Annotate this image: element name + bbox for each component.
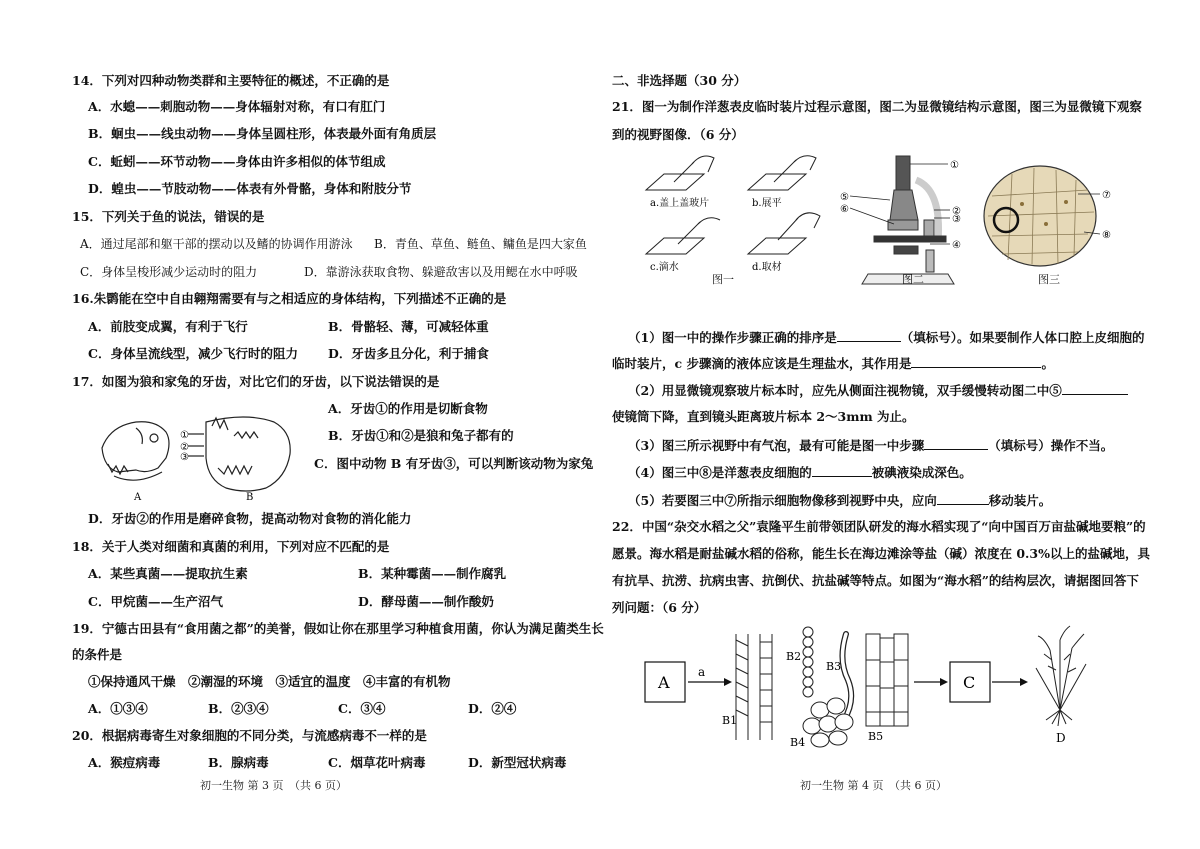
step-b-drawing: [748, 156, 816, 190]
q20-stem: 20．根据病毒寄生对象细胞的不同分类，与流感病毒不一样的是: [72, 728, 427, 743]
q16-option-c: C．身体呈流线型，减少飞行时的阻力: [88, 346, 298, 361]
q17-label-2: ②: [180, 442, 189, 453]
q20-option-c: C．烟草花叶病毒: [328, 755, 426, 770]
q17-teeth-figure: [96, 408, 312, 504]
scope-label-3: ③: [952, 214, 961, 225]
step-d-label: d.取材: [752, 262, 782, 273]
label-b4: B4: [790, 736, 806, 749]
q17-option-d: D．牙齿②的作用是磨碎食物，提高动物对食物的消化能力: [88, 511, 412, 526]
q14-option-a: A．水螅——刺胞动物——身体辐射对称，有口有肛门: [88, 99, 386, 114]
q22-structure-diagram: [640, 620, 1160, 750]
q15-option-a: A．通过尾部和躯干部的摆动以及鳍的协调作用游泳: [80, 237, 353, 251]
q16-stem: 16.朱鹮能在空中自由翱翔需要有与之相适应的身体结构，下列描述不正确的是: [72, 291, 507, 306]
q16-option-d: D．牙齿多且分化，利于捕食: [328, 346, 489, 361]
figure-one-caption: 图一: [712, 273, 734, 286]
right-page: [600, 0, 1200, 849]
q21-sub1-line2: 临时装片，c 步骤滴的液体应该是生理盐水，其作用是 。: [612, 356, 1054, 371]
left-page-footer: 初一生物 第 3 页 （共 6 页）: [200, 779, 347, 792]
q19-conditions: ①保持通风干燥 ②潮湿的环境 ③适宜的温度 ④丰富的有机物: [88, 674, 451, 689]
label-b3: B3: [826, 660, 842, 673]
q22-line3: 有抗旱、抗涝、抗病虫害、抗倒伏、抗盐碱等特点。如图为“海水稻”的结构层次，请据图回答下: [612, 573, 1139, 588]
q17-option-b: B．牙齿①和②是狼和兔子都有的: [328, 428, 514, 443]
q17-label-1: ①: [180, 430, 189, 441]
q21-figure-one: [638, 148, 834, 290]
view-label-7: ⑦: [1102, 190, 1111, 201]
q21-sub2-line2: 使镜筒下降，直到镜头距离玻片标本 2～3mm 为止。: [612, 409, 915, 424]
scope-label-4: ④: [952, 240, 961, 251]
label-b5: B5: [868, 730, 884, 743]
right-page-footer: 初一生物 第 4 页 （共 6 页）: [800, 779, 947, 792]
q17-option-c: C．图中动物 B 有牙齿③，可以判断该动物为家兔: [314, 456, 594, 471]
q14-option-b: B．蛔虫——线虫动物——身体呈圆柱形，体表最外面有角质层: [88, 126, 437, 141]
q22-line2: 愿景。海水稻是耐盐碱水稻的俗称，能生长在海边滩涂等盐（碱）浓度在 0.3%以上的盐碱地，具: [612, 546, 1150, 561]
q21-figure-three-view: [978, 160, 1118, 272]
rabbit-skull-drawing: [188, 417, 290, 491]
label-d: D: [1056, 731, 1066, 745]
q21-sub4: （4）图三中⑧是洋葱表皮细胞的 被碘液染成深色。: [628, 465, 972, 480]
q21-figure-two-microscope: [838, 150, 974, 290]
q19-stem-line1: 19．宁德古田县有“食用菌之都”的美誉，假如让你在那里学习种植食用菌，你认为满足菌类生长: [72, 621, 604, 636]
q22-line4: 列问题：（6 分）: [612, 600, 707, 615]
q18-option-c: C．甲烷菌——生产沼气: [88, 594, 223, 609]
figure-two-caption: 图二: [902, 273, 924, 286]
q16-option-b: B．骨骼轻、薄，可减轻体重: [328, 319, 489, 334]
q19-option-b: B．②③④: [208, 701, 269, 716]
q14-option-d: D．蝗虫——节肢动物——体表有外骨骼，身体和附肢分节: [88, 181, 412, 196]
eyepiece-drawing: [896, 156, 910, 190]
q14-option-c: C．蚯蚓——环节动物——身体由许多相似的体节组成: [88, 154, 386, 169]
q15-option-b: B．青鱼、草鱼、鲢鱼、鳙鱼是四大家鱼: [374, 237, 587, 251]
q20-option-d: D．新型冠状病毒: [468, 755, 567, 770]
tissue-b4-drawing: [803, 698, 853, 747]
step-c-label: c.滴水: [650, 262, 679, 273]
q19-option-a: A．①③④: [88, 701, 148, 716]
q21-sub5: （5）若要图三中⑦所指示细胞物像移到视野中央，应向 移动装片。: [628, 493, 1052, 508]
q15-option-d: D．靠游泳获取食物、躲避敌害以及用鳃在水中呼吸: [304, 265, 578, 279]
label-b1: B1: [722, 714, 738, 727]
q17-label-3: ③: [180, 452, 189, 463]
q21-blank-4: [924, 437, 988, 450]
rice-plant-drawing: [1036, 626, 1086, 726]
stage-drawing: [874, 236, 946, 242]
q17-label-a: A: [134, 492, 142, 503]
q18-stem: 18．关于人类对细菌和真菌的利用，下列对应不匹配的是: [72, 539, 390, 554]
q14-stem: 14．下列对四种动物类群和主要特征的概述，不正确的是: [72, 73, 390, 88]
q18-option-a: A．某些真菌——提取抗生素: [88, 566, 248, 581]
q19-option-d: D．②④: [468, 701, 517, 716]
q21-sub3: （3）图三所示视野中有气泡，最有可能是图一中步骤 （填标号）操作不当。: [628, 438, 1114, 453]
q15-option-c: C．身体呈梭形减少运动时的阻力: [80, 265, 258, 279]
q21-sub1-line1: （1）图一中的操作步骤正确的排序是 （填标号）。如果要制作人体口腔上皮细胞的: [628, 330, 1145, 345]
view-label-8: ⑧: [1102, 230, 1111, 241]
q21-blank-3: [1062, 382, 1128, 395]
step-d-drawing: [748, 213, 820, 254]
q18-option-d: D．酵母菌——制作酸奶: [358, 594, 494, 609]
q19-stem-line2: 的条件是: [72, 647, 123, 662]
q20-option-b: B．腺病毒: [208, 755, 269, 770]
figure-three-caption: 图三: [1038, 273, 1060, 286]
scope-label-6: ⑥: [840, 204, 849, 215]
q21-blank-2: [911, 355, 1041, 368]
box-a-label: A: [658, 673, 670, 692]
tissue-b2-drawing: [803, 627, 813, 697]
tissue-b1-drawing: [736, 634, 772, 740]
q22-line1: 22．中国“杂交水稻之父”袁隆平生前带领团队研发的海水稻实现了“向中国百万亩盐碱地要粮”的: [612, 519, 1146, 534]
tissue-b5-drawing: [866, 634, 908, 726]
scope-label-1: ①: [950, 160, 959, 171]
step-b-label: b.展平: [752, 198, 782, 209]
step-a-label: a.盖上盖玻片: [650, 198, 710, 209]
q17-option-a: A．牙齿①的作用是切断食物: [328, 401, 488, 416]
arrow-a-label: a: [698, 665, 706, 679]
q17-stem: 17．如图为狼和家兔的牙齿，对比它们的牙齿，以下说法错误的是: [72, 374, 440, 389]
box-c-label: C: [963, 673, 976, 692]
wolf-skull-drawing: [102, 422, 169, 480]
q15-stem: 15．下列关于鱼的说法，错误的是: [72, 209, 265, 224]
q21-sub2-line1: （2）用显微镜观察玻片标本时，应先从侧面注视物镜，双手缓慢转动图二中⑤: [628, 382, 1128, 399]
q16-option-a: A．前肢变成翼，有利于飞行: [88, 319, 248, 334]
q18-option-b: B．某种霉菌——制作腐乳: [358, 566, 507, 581]
q21-stem-line2: 到的视野图像．（6 分）: [612, 127, 744, 142]
step-c-drawing: [646, 218, 720, 254]
q21-blank-1: [837, 329, 901, 342]
q17-label-b: B: [246, 492, 254, 503]
step-a-drawing: [646, 156, 714, 190]
scope-label-5: ⑤: [840, 192, 849, 203]
label-b2: B2: [786, 650, 802, 663]
q19-option-c: C．③④: [338, 701, 386, 716]
q20-option-a: A．猴痘病毒: [88, 755, 161, 770]
q21-blank-5: [812, 464, 872, 477]
q21-stem-line1: 21．图一为制作洋葱表皮临时装片过程示意图，图二为显微镜结构示意图，图三为显微镜下观察: [612, 99, 1142, 114]
section-heading: 二、非选择题（30 分）: [612, 73, 747, 88]
scope-label-2: ②: [952, 206, 961, 217]
q21-blank-6: [937, 492, 989, 505]
